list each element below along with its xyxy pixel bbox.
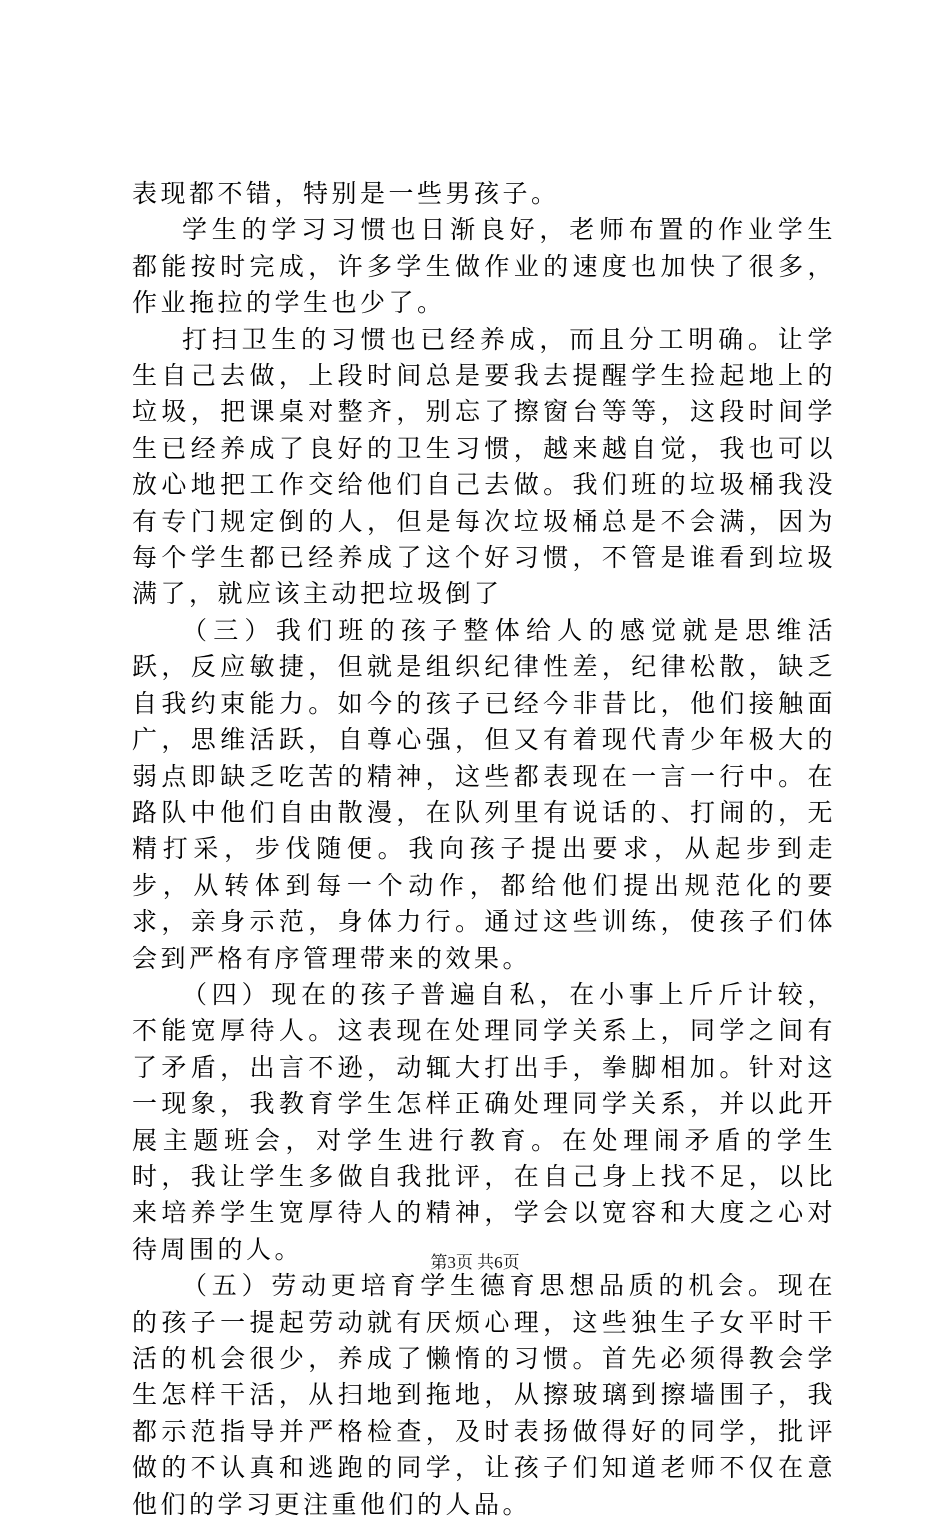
page-number-footer: 第3页 共6页: [430, 1253, 520, 1272]
document-body: [132, 176, 836, 1523]
paragraph-cleaning-habits: 打扫卫生的习惯也已经养成，而且分工明确。让学生自己去做，上段时间总是要我去提醒学生捡起地上的垃圾，把课桌对整齐，别忘了擦窗台等等，这段时间学生已经养成了良好的卫生习惯，越来越自觉，我也可以放心地把工作交给他们自己去做。我们班的垃圾桶我没有专门规定倒的人，但是每次垃圾桶总是不会满，因为每个学生都已经养成了这个好习惯，不管是谁看到垃圾满了，就应该主动把垃圾倒了: [132, 324, 836, 609]
paragraph-section-four: （四）现在的孩子普遍自私，在小事上斤斤计较，不能宽厚待人。这表现在处理同学关系上，同学之间有了矛盾，出言不逊，动辄大打出手，拳脚相加。针对这一现象，我教育学生怎样正确处理同学关系，并以此开展主题班会，对学生进行教育。在处理闹矛盾的学生时，我让学生多做自我批评，在自己身上找不足，以比来培养学生宽厚待人的精神，学会以宽容和大度之心对待周围的人。: [132, 979, 836, 1264]
paragraph-study-habits: 学生的学习习惯也日渐良好，老师布置的作业学生都能按时完成，许多学生做作业的速度也加快了很多，作业拖拉的学生也少了。: [132, 215, 836, 318]
paragraph-continuation: 表现都不错，特别是一些男孩子。: [132, 179, 560, 208]
paragraph-section-five: （五）劳动更培育学生德育思想品质的机会。现在的孩子一提起劳动就有厌烦心理，这些独生子女平时干活的机会很少，养成了懒惰的习惯。首先必须得教会学生怎样干活，从扫地到拖地，从擦玻璃到擦墙围子，我都示范指导并严格检查，及时表扬做得好的同学，批评做的不认真和逃跑的同学，让孩子们知道老师不仅在意他们的学习更注重他们的人品。: [132, 1271, 836, 1519]
paragraph-section-three: （三）我们班的孩子整体给人的感觉就是思维活跃，反应敏捷，但就是组织纪律性差，纪律松散，缺乏自我约束能力。如今的孩子已经今非昔比，他们接触面广，思维活跃，自尊心强，但又有着现代青少年极大的弱点即缺乏吃苦的精神，这些都表现在一言一行中。在路队中他们自由散漫，在队列里有说话的、打闹的，无精打采，步伐随便。我向孩子提出要求，从起步到走步，从转体到每一个动作，都给他们提出规范化的要求，亲身示范，身体力行。通过这些训练，使孩子们体会到严格有序管理带来的效果。: [132, 615, 836, 973]
